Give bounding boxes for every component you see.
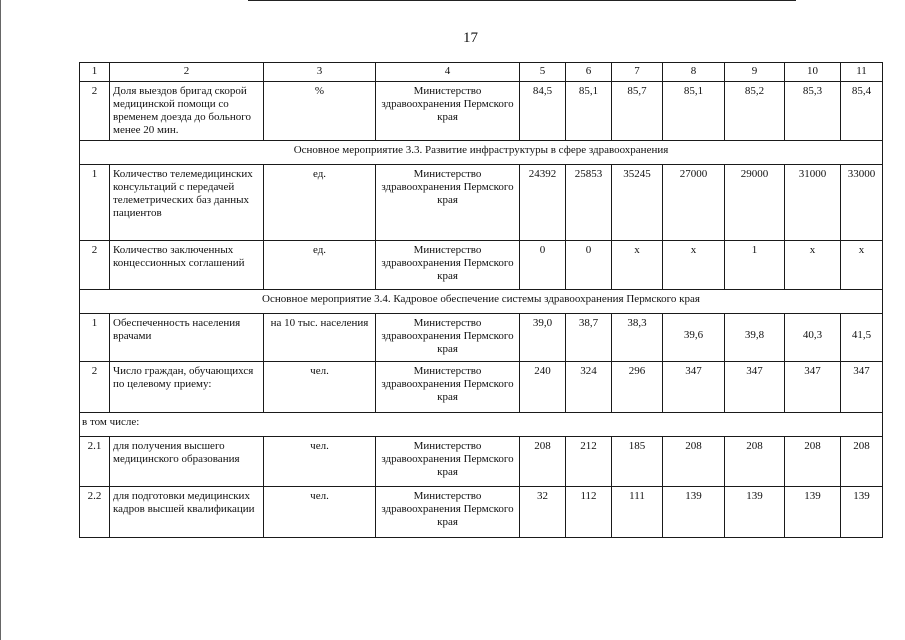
page-number: 17 [463,30,478,46]
table-row [80,437,883,487]
unit-cell: чел. [264,487,376,538]
table-row [80,241,883,290]
value-cell: 85,4 [841,82,883,141]
value-cell: 347 [663,362,725,413]
value-cell: 29000 [725,165,785,241]
value-cell: 139 [841,487,883,538]
value-cell: 0 [566,241,612,290]
table-row [80,314,883,362]
value-cell: 39,0 [520,314,566,362]
value-cell: x [841,241,883,290]
value-cell: 212 [566,437,612,487]
row-number: 1 [80,314,110,362]
value-cell [725,314,785,362]
value-cell: 296 [612,362,663,413]
top-rule [248,0,796,1]
indicator-name: Доля выездов бригад скорой медицинской помощи со временем доезда до больного менее 20 мин. [110,82,264,141]
value-cell: 139 [785,487,841,538]
indicator-name: Число граждан, обучающихся по целевому приему: [110,362,264,413]
value-cell: 35245 [612,165,663,241]
row-number: 2.2 [80,487,110,538]
header-cell: 8 [663,63,725,82]
value-cell [841,314,883,362]
section-row [80,141,883,165]
value-cell: x [612,241,663,290]
table-row [80,362,883,413]
table-row [80,487,883,538]
value-cell: 139 [725,487,785,538]
value-cell: 347 [785,362,841,413]
header-cell: 2 [110,63,264,82]
value-text: 39,6 [683,329,704,341]
value-cell: 208 [785,437,841,487]
value-cell: x [663,241,725,290]
row-number: 2 [80,362,110,413]
value-cell: x [785,241,841,290]
unit-cell: ед. [264,165,376,241]
section-title: Основное мероприятие 3.3. Развитие инфраструктуры в сфере здравоохранения [80,141,883,165]
responsible-cell: Министерство здравоохранения Пермского края [376,241,520,290]
row-number: 2 [80,241,110,290]
value-cell [785,314,841,362]
value-cell: 208 [520,437,566,487]
responsible-cell: Министерство здравоохранения Пермского края [376,487,520,538]
value-cell: 84,5 [520,82,566,141]
responsible-cell: Министерство здравоохранения Пермского края [376,437,520,487]
header-cell: 6 [566,63,612,82]
header-cell: 3 [264,63,376,82]
value-cell: 38,7 [566,314,612,362]
header-cell: 9 [725,63,785,82]
value-text: 40,3 [802,329,823,341]
value-cell: 324 [566,362,612,413]
value-cell: 240 [520,362,566,413]
value-text: 39,8 [744,329,765,341]
value-cell: 85,7 [612,82,663,141]
section-row [80,290,883,314]
section-title: Основное мероприятие 3.4. Кадровое обеспечение системы здравоохранения Пермского края [80,290,883,314]
header-cell: 1 [80,63,110,82]
value-cell: 85,1 [663,82,725,141]
indicator-name: Обеспеченность населения врачами [110,314,264,362]
value-cell: 139 [663,487,725,538]
value-cell: 111 [612,487,663,538]
value-cell: 38,3 [612,314,663,362]
responsible-cell: Министерство здравоохранения Пермского края [376,362,520,413]
value-cell: 85,3 [785,82,841,141]
row-number: 2.1 [80,437,110,487]
responsible-cell: Министерство здравоохранения Пермского края [376,314,520,362]
unit-cell: чел. [264,437,376,487]
header-cell: 7 [612,63,663,82]
value-cell: 112 [566,487,612,538]
value-cell: 185 [612,437,663,487]
value-cell: 208 [663,437,725,487]
value-cell: 33000 [841,165,883,241]
indicator-name: для подготовки медицинских кадров высшей квалификации [110,487,264,538]
indicator-name: Количество заключенных концессионных соглашений [110,241,264,290]
row-number: 1 [80,165,110,241]
indicators-table [79,62,883,538]
indicator-name: Количество телемедицинских консультаций с передачей телеметрических баз данных пациентов [110,165,264,241]
left-page-edge [0,0,1,640]
value-cell: 85,1 [566,82,612,141]
subheader-row [80,413,883,437]
unit-cell: ед. [264,241,376,290]
value-text: 41,5 [851,329,872,341]
value-cell: 208 [841,437,883,487]
value-cell: 0 [520,241,566,290]
indicator-name: для получения высшего медицинского образования [110,437,264,487]
including-label: в том числе: [80,413,883,437]
unit-cell: чел. [264,362,376,413]
table-row [80,82,883,141]
header-cell: 5 [520,63,566,82]
unit-cell: % [264,82,376,141]
row-number: 2 [80,82,110,141]
value-cell: 25853 [566,165,612,241]
responsible-cell: Министерство здравоохранения Пермского края [376,165,520,241]
table-row [80,165,883,241]
column-numbers-row [80,63,883,82]
value-cell: 27000 [663,165,725,241]
value-cell: 208 [725,437,785,487]
value-cell: 1 [725,241,785,290]
value-cell [663,314,725,362]
value-cell: 347 [841,362,883,413]
responsible-cell: Министерство здравоохранения Пермского края [376,82,520,141]
value-cell: 32 [520,487,566,538]
unit-cell: на 10 тыс. населения [264,314,376,362]
header-cell: 10 [785,63,841,82]
value-cell: 85,2 [725,82,785,141]
value-cell: 347 [725,362,785,413]
header-cell: 11 [841,63,883,82]
header-cell: 4 [376,63,520,82]
value-cell: 31000 [785,165,841,241]
value-cell: 24392 [520,165,566,241]
